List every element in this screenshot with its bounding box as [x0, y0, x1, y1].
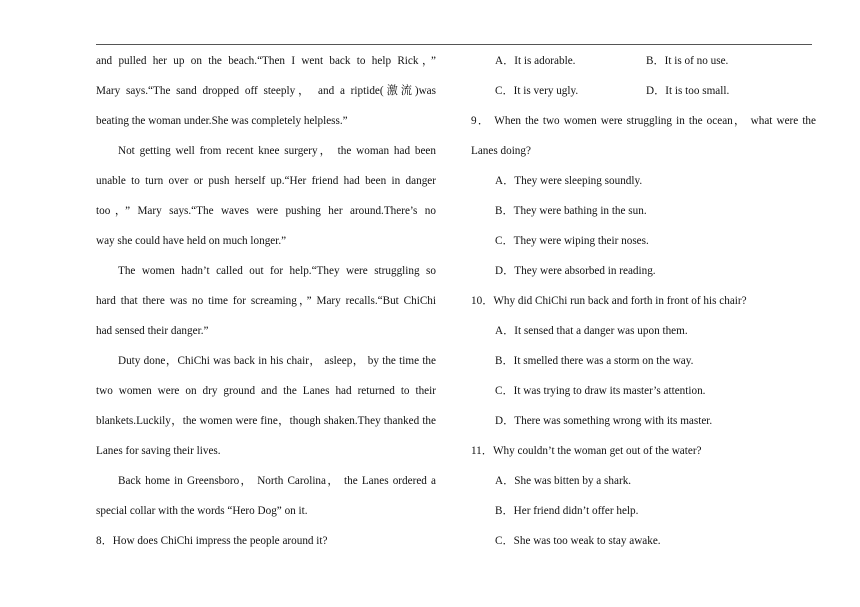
- passage-line: The women hadn’t called out for help.“They were struggling so: [118, 265, 436, 277]
- q9-option-c: C．They were wiping their noses.: [495, 235, 649, 247]
- passage-line: Not getting well from recent knee surgery， the woman had been: [118, 145, 436, 157]
- question-9-stem: 9． When the two women were struggling in the ocean， what were the: [471, 115, 816, 127]
- passage-line: and pulled her up on the beach.“Then I went back to help Rick，”: [96, 55, 436, 67]
- q9-option-a: A．They were sleeping soundly.: [495, 175, 643, 187]
- passage-line: hard that there was no time for screaming，” Mary recalls.“But ChiChi: [96, 295, 436, 307]
- passage-line: Mary says.“The sand dropped off steeply， and a riptide(激流)was: [96, 85, 436, 97]
- question-9-stem-cont: Lanes doing?: [471, 145, 531, 157]
- passage-line: beating the woman under.She was completely helpless.”: [96, 115, 348, 127]
- q10-option-c: C．It was trying to draw its master’s attention.: [495, 385, 706, 397]
- passage-line: blankets.Luckily，the women were fine，though shaken.They thanked the: [96, 415, 436, 427]
- passage-column: [96, 46, 436, 556]
- question-10-stem: 10．Why did ChiChi run back and forth in front of his chair?: [471, 295, 747, 307]
- q9-option-b: B．They were bathing in the sun.: [495, 205, 647, 217]
- question-8-stem: 8．How does ChiChi impress the people around it?: [96, 535, 328, 547]
- q8-option-d: D．It is too small.: [646, 85, 730, 97]
- passage-line: too，” Mary says.“The waves were pushing her around.There’s no: [96, 205, 436, 217]
- q8-option-a: A．It is adorable.: [495, 55, 576, 67]
- questions-column: [471, 46, 816, 556]
- passage-line: Back home in Greensboro， North Carolina， the Lanes ordered a: [118, 475, 436, 487]
- q11-option-b: B．Her friend didn’t offer help.: [495, 505, 639, 517]
- passage-line: Lanes for saving their lives.: [96, 445, 221, 457]
- passage-line: special collar with the words “Hero Dog” on it.: [96, 505, 308, 517]
- q9-option-d: D．They were absorbed in reading.: [495, 265, 656, 277]
- q8-option-c: C．It is very ugly.: [495, 85, 579, 97]
- passage-line: two women were on dry ground and the Lanes had returned to their: [96, 385, 436, 397]
- q11-option-c: C．She was too weak to stay awake.: [495, 535, 661, 547]
- q8-options-row: [471, 76, 816, 106]
- passage-line: Duty done，ChiChi was back in his chair， asleep， by the time the: [118, 355, 436, 367]
- q8-options-row: [471, 46, 816, 76]
- q10-option-b: B．It smelled there was a storm on the way.: [495, 355, 694, 367]
- q11-option-a: A．She was bitten by a shark.: [495, 475, 632, 487]
- passage-line: had sensed their danger.”: [96, 325, 209, 337]
- q10-option-a: A．It sensed that a danger was upon them.: [495, 325, 688, 337]
- q8-option-b: B．It is of no use.: [646, 55, 729, 67]
- header-rule: [96, 44, 812, 45]
- question-11-stem: 11．Why couldn’t the woman get out of the water?: [471, 445, 702, 457]
- passage-line: way she could have held on much longer.”: [96, 235, 287, 247]
- passage-line: unable to turn over or push herself up.“Her friend had been in danger: [96, 175, 436, 187]
- q10-option-d: D．There was something wrong with its master.: [495, 415, 713, 427]
